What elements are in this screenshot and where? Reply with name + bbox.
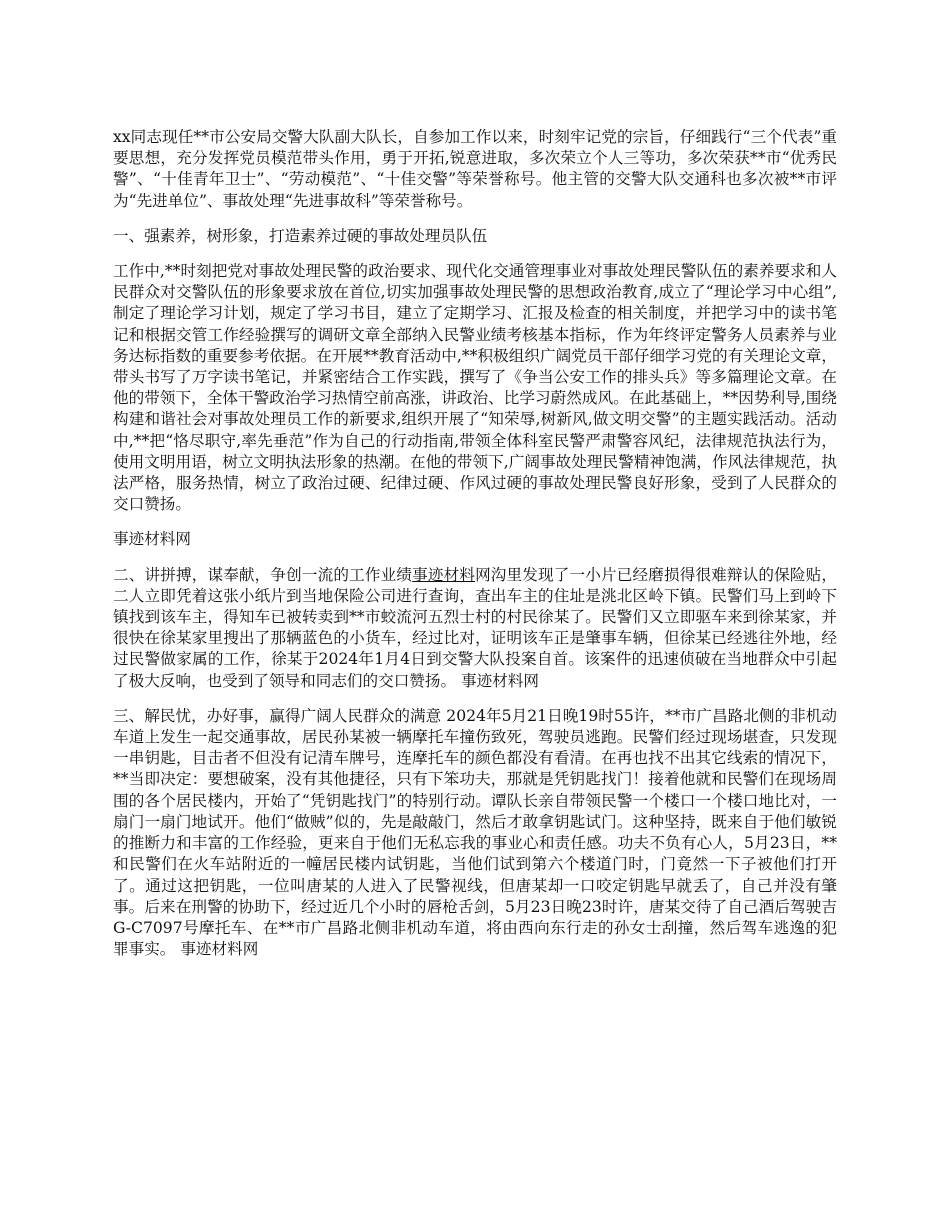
section-3-paragraph: 三、解民忧，办好事，赢得广阔人民群众的满意 2024年5月21日晚19时55许，**市广昌路北侧的非机动车道上发生一起交通事故，居民孙某被一辆摩托车撞伤致死，驾驶员逃跑。民警们经过现场堪查，只发现一串钥匙，目击者不但没有记清车牌号，连摩托车的颜色都没有看清。在再也找不出其它线索的情况下，**当即决定：要想破案，没有其他捷径，只有下笨功夫，那就是凭钥匙找门！接着他就和民警们在现场周围的各个居民楼内，开始了“凭钥匙找门”的特别行动。谭队长亲自带领民警一个楼口一个楼口地比对，一扇门一扇门地试开。他们“做贼”似的，先是敲敲门，然后才敢拿钥匙试门。这种坚持，既来自于他们敏锐的推断力和丰富的工作经验，更来自于他们无私忘我的事业心和责任感。功夫不负有心人，5月23日，**和民警们在火车站附近的一幢居民楼内试钥匙，当他们试到第六个楼道门时，门竟然一下子被他们打开了。通过这把钥匙，一位叫唐某的人进入了民警视线，但唐某却一口咬定钥匙早就丢了，自己并没有肇事。后来在刑警的协助下，经过近几个小时的唇枪舌剑，5月23日晚23时许，唐某交待了自己酒后驾驶吉G-C7097号摩托车、在**市广昌路北侧非机动车道，将由西向东行走的孙女士刮撞，然后驾车逃逸的犯罪事实。 事迹材料网 [113, 706, 837, 959]
section-1-heading: 一、强素养，树形象，打造素养过硬的事故处理员队伍 [113, 226, 488, 245]
section-2-paragraph [113, 565, 837, 692]
intro-paragraph: xx同志现任**市公安局交警大队副大队长，自参加工作以来，时刻牢记党的宗旨，仔细践行“三个代表”重要思想，充分发挥党员模范带头作用，勇于开拓,锐意进取，多次荣立个人三等功，多次荣获**市“优秀民警”、“十佳青年卫士”、“劳动模范”、“十佳交警”等荣誉称号。他主管的交警大队交通科也多次被**市评为“先进单位”、事故处理“先进事故科”等荣誉称号。 [113, 128, 837, 210]
section-2-body: 网沟里发现了一小片已经磨损得很难辩认的保险贴，二人立即凭着这张小纸片到当地保险公司进行查询，查出车主的住址是洮北区岭下镇。民警们马上到岭下镇找到该车主，得知车已被转卖到**市蛟流河五烈士村的村民徐某了。民警们又立即驱车来到徐某家，并很快在徐某家里搜出了那辆蓝色的小货车，经过比对，证明该车正是肇事车辆，但徐某已经逃往外地，经过民警做家属的工作，徐某于2024年1月4日到交警大队投案自首。该案件的迅速侦破在当地群众中引起了极大反响，也受到了领导和同志们的交口赞扬。 事迹材料网 [113, 565, 837, 690]
section-1-body: 工作中,**时刻把党对事故处理民警的政治要求、现代化交通管理事业对事故处理民警队伍的素养要求和人民群众对交警队伍的形象要求放在首位,切实加强事故处理民警的思想政治教育,成立了“理论学习中心组”,制定了理论学习计划，规定了学习书目，建立了定期学习、汇报及检查的相关制度，并把学习中的读书笔记和根据交管工作经验撰写的调研文章全部纳入民警业绩考核基本指标，作为年终评定警务人员素养与业务达标指数的重要参考依据。在开展**教育活动中,**积极组织广阔党员干部仔细学习党的有关理论文章，带头书写了万字读书笔记，并紧密结合工作实践，撰写了《争当公安工作的排头兵》等多篇理论文章。在他的带领下，全体干警政治学习热情空前高涨，讲政治、比学习蔚然成风。在此基础上，**因势利导,围绕构建和谐社会对事故处理员工作的新要求,组织开展了“知荣辱,树新风,做文明交警”的主题实践活动。活动中,**把“恪尽职守,率先垂范”作为自己的行动指南,带领全体科室民警严肃警容风纪，法律规范执法行为，使用文明用语，树立文明执法形象的热潮。在他的带领下,广阔事故处理民警精神饱满，作风法律规范，执法严格，服务热情，树立了政治过硬、纪律过硬、作风过硬的事故处理民警良好形象，受到了人民群众的交口赞扬。 [113, 262, 837, 514]
section-2-lead: 二、讲拼搏，谋奉献，争创一流的工作业绩 [113, 565, 413, 584]
section-2-link[interactable]: 事迹材料 [412, 565, 476, 584]
site-name-line: 事迹材料网 [113, 530, 191, 549]
